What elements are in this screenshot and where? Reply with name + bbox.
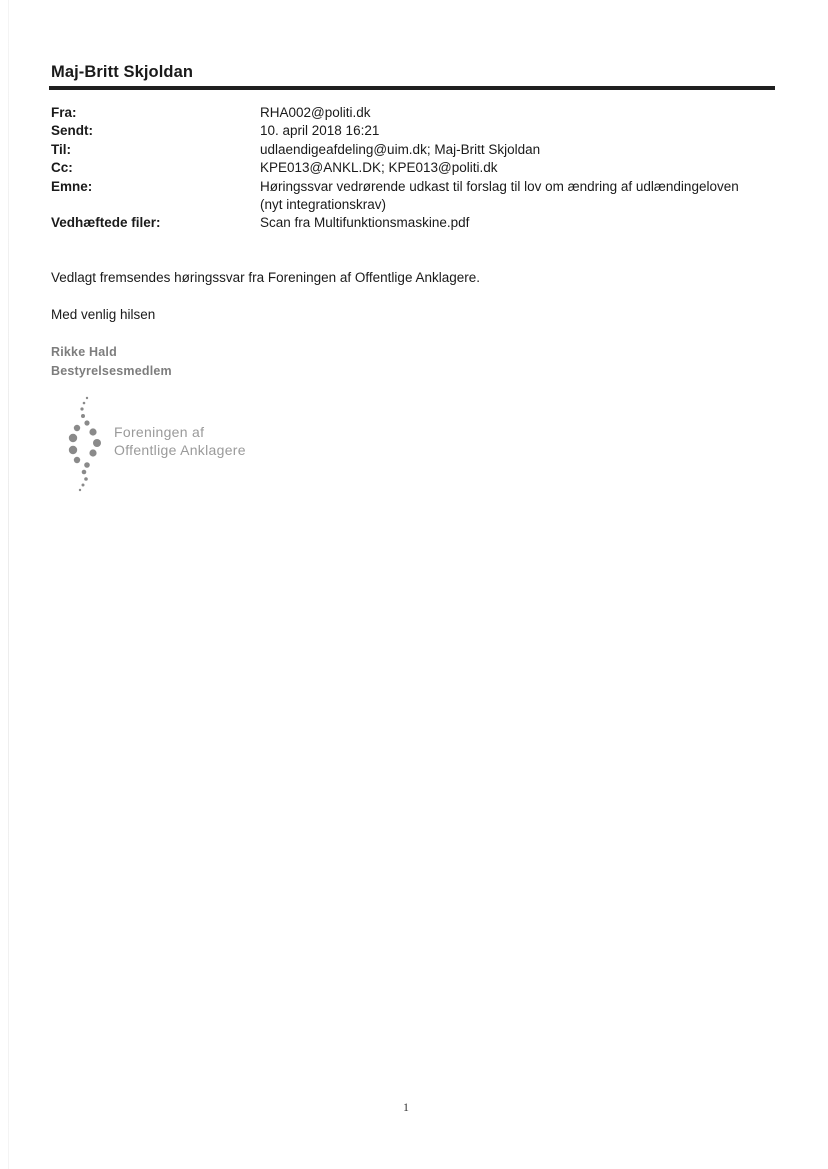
logo-dot	[82, 470, 87, 475]
logo-dot	[69, 446, 77, 454]
attachment-filename: Scan fra Multifunktionsmaskine.pdf	[260, 215, 470, 231]
meta-row-attachments	[51, 214, 781, 232]
header-divider	[49, 86, 775, 90]
logo-dot	[93, 439, 101, 447]
to-label: Til:	[51, 141, 71, 157]
logo-dot	[79, 489, 81, 491]
body-paragraph: Vedlagt fremsendes høringssvar fra Foreningen af Offentlige Anklagere.	[51, 270, 480, 285]
meta-row-cc	[51, 159, 781, 177]
sent-value: 10. april 2018 16:21	[260, 123, 380, 139]
from-value: RHA002@politi.dk	[260, 105, 371, 120]
signature-title: Bestyrelsesmedlem	[51, 364, 172, 378]
logo-dot	[80, 407, 83, 410]
attachments-label: Vedhæftede filer:	[51, 215, 161, 231]
logo-dot	[89, 428, 96, 435]
logo-dot	[74, 457, 80, 463]
subject-line-2: (nyt integrationskrav)	[260, 197, 387, 213]
logo-dot	[89, 449, 96, 456]
logo-text-line-2: Offentlige Anklagere	[114, 442, 246, 458]
sent-label: Sendt:	[51, 123, 93, 139]
cc-label: Cc:	[51, 160, 73, 176]
subject-value	[260, 178, 781, 215]
logo-dot	[84, 420, 89, 425]
logo-dot	[69, 434, 77, 442]
subject-label: Emne:	[51, 178, 93, 194]
logo-dot	[81, 414, 85, 418]
logo-dot	[74, 425, 80, 431]
logo-dot	[86, 397, 88, 399]
to-value: udlaendigeafdeling@uim.dk; Maj-Britt Skjoldan	[260, 141, 541, 157]
logo-dot	[84, 462, 90, 468]
meta-row-sent	[51, 122, 781, 140]
association-logo	[63, 394, 263, 502]
logo-dot	[83, 402, 86, 405]
logo-text-line-1: Foreningen af	[114, 424, 205, 440]
sender-name-heading: Maj-Britt Skjoldan	[51, 63, 194, 81]
cc-value: KPE013@ANKL.DK; KPE013@politi.dk	[260, 160, 498, 176]
scan-edge	[8, 0, 9, 1169]
logo-dot	[84, 477, 88, 481]
logo-dot	[82, 484, 85, 487]
subject-line-1: Høringssvar vedrørende udkast til forslag til lov om ændring af udlændingeloven	[260, 178, 739, 194]
signature-name: Rikke Hald	[51, 345, 117, 359]
closing-line: Med venlig hilsen	[51, 307, 156, 322]
meta-row-from	[51, 104, 781, 122]
email-metadata	[51, 104, 781, 233]
meta-row-to	[51, 141, 781, 159]
from-label: Fra:	[51, 105, 77, 120]
meta-row-subject	[51, 178, 781, 215]
page-number: 1	[403, 1100, 409, 1114]
